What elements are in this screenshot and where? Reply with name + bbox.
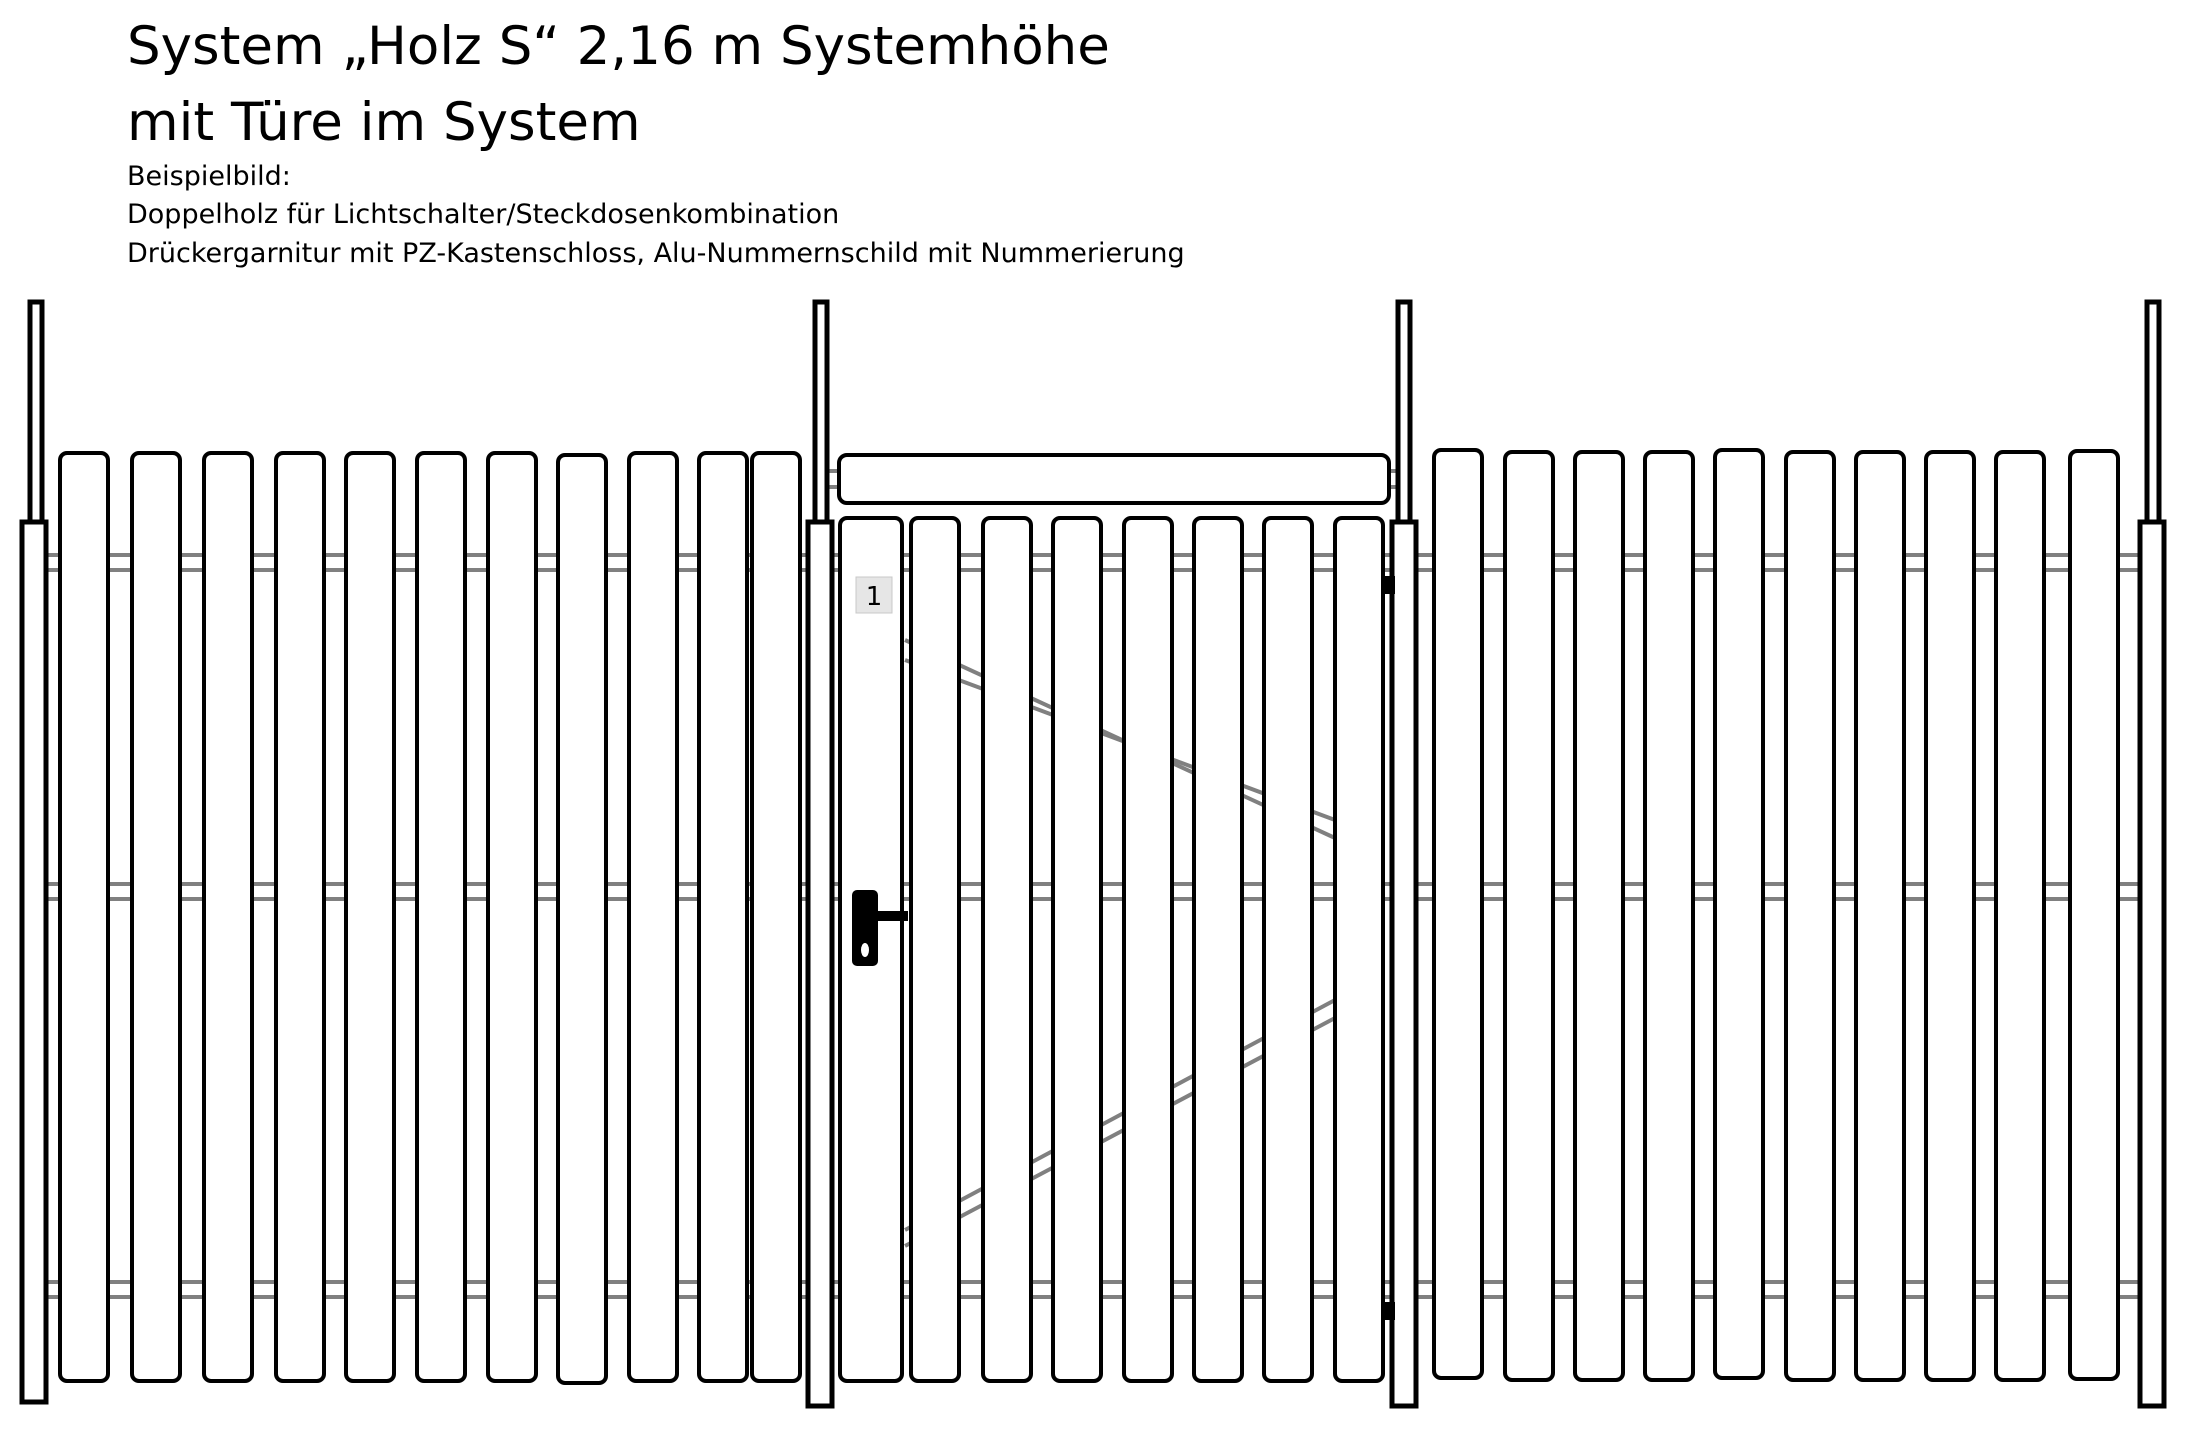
post-cover-left bbox=[22, 522, 46, 1402]
board bbox=[1645, 452, 1693, 1380]
hinge-upper bbox=[1385, 576, 1395, 594]
handle-lever bbox=[870, 911, 908, 921]
title-line-2: mit Türe im System bbox=[127, 92, 641, 153]
board bbox=[1715, 450, 1763, 1378]
caption-label: Beispielbild: bbox=[127, 161, 291, 192]
board bbox=[1856, 452, 1904, 1380]
board bbox=[558, 455, 606, 1383]
board bbox=[1996, 452, 2044, 1380]
board bbox=[699, 453, 747, 1381]
door-board bbox=[1124, 518, 1172, 1381]
board bbox=[204, 453, 252, 1381]
board bbox=[2070, 451, 2118, 1379]
door-top-board bbox=[839, 455, 1389, 503]
caption-line-1: Doppelholz für Lichtschalter/Steckdosenkombination bbox=[127, 199, 840, 230]
number-plate bbox=[856, 577, 892, 613]
board bbox=[1786, 452, 1834, 1380]
board bbox=[1434, 450, 1482, 1378]
board bbox=[752, 453, 800, 1381]
board bbox=[629, 453, 677, 1381]
title-line-1: System „Holz S“ 2,16 m Systemhöhe bbox=[127, 16, 1110, 77]
board bbox=[417, 453, 465, 1381]
door-board bbox=[1053, 518, 1101, 1381]
board bbox=[132, 453, 180, 1381]
door-board bbox=[1335, 518, 1383, 1381]
door-board bbox=[1264, 518, 1312, 1381]
board bbox=[488, 453, 536, 1381]
post-cover-door-right bbox=[1392, 522, 1416, 1406]
number-plate-text: 1 bbox=[865, 582, 883, 612]
post-cover-door-left bbox=[808, 522, 832, 1406]
hinge-lower bbox=[1385, 1302, 1395, 1320]
board bbox=[1575, 452, 1623, 1380]
board bbox=[1505, 452, 1553, 1380]
key-hole bbox=[861, 943, 869, 957]
caption-line-2: Drückergarnitur mit PZ-Kastenschloss, Alu-Nummernschild mit Nummerierung bbox=[127, 238, 1185, 269]
board bbox=[60, 453, 108, 1381]
door bbox=[839, 455, 1389, 1381]
door-board bbox=[1194, 518, 1242, 1381]
door-board bbox=[983, 518, 1031, 1381]
board bbox=[276, 453, 324, 1381]
board bbox=[346, 453, 394, 1381]
board bbox=[1926, 452, 1974, 1380]
post-cover-right bbox=[2140, 522, 2164, 1406]
door-board bbox=[911, 518, 959, 1381]
left-panel-boards bbox=[60, 453, 800, 1383]
right-panel-boards bbox=[1434, 450, 2118, 1380]
